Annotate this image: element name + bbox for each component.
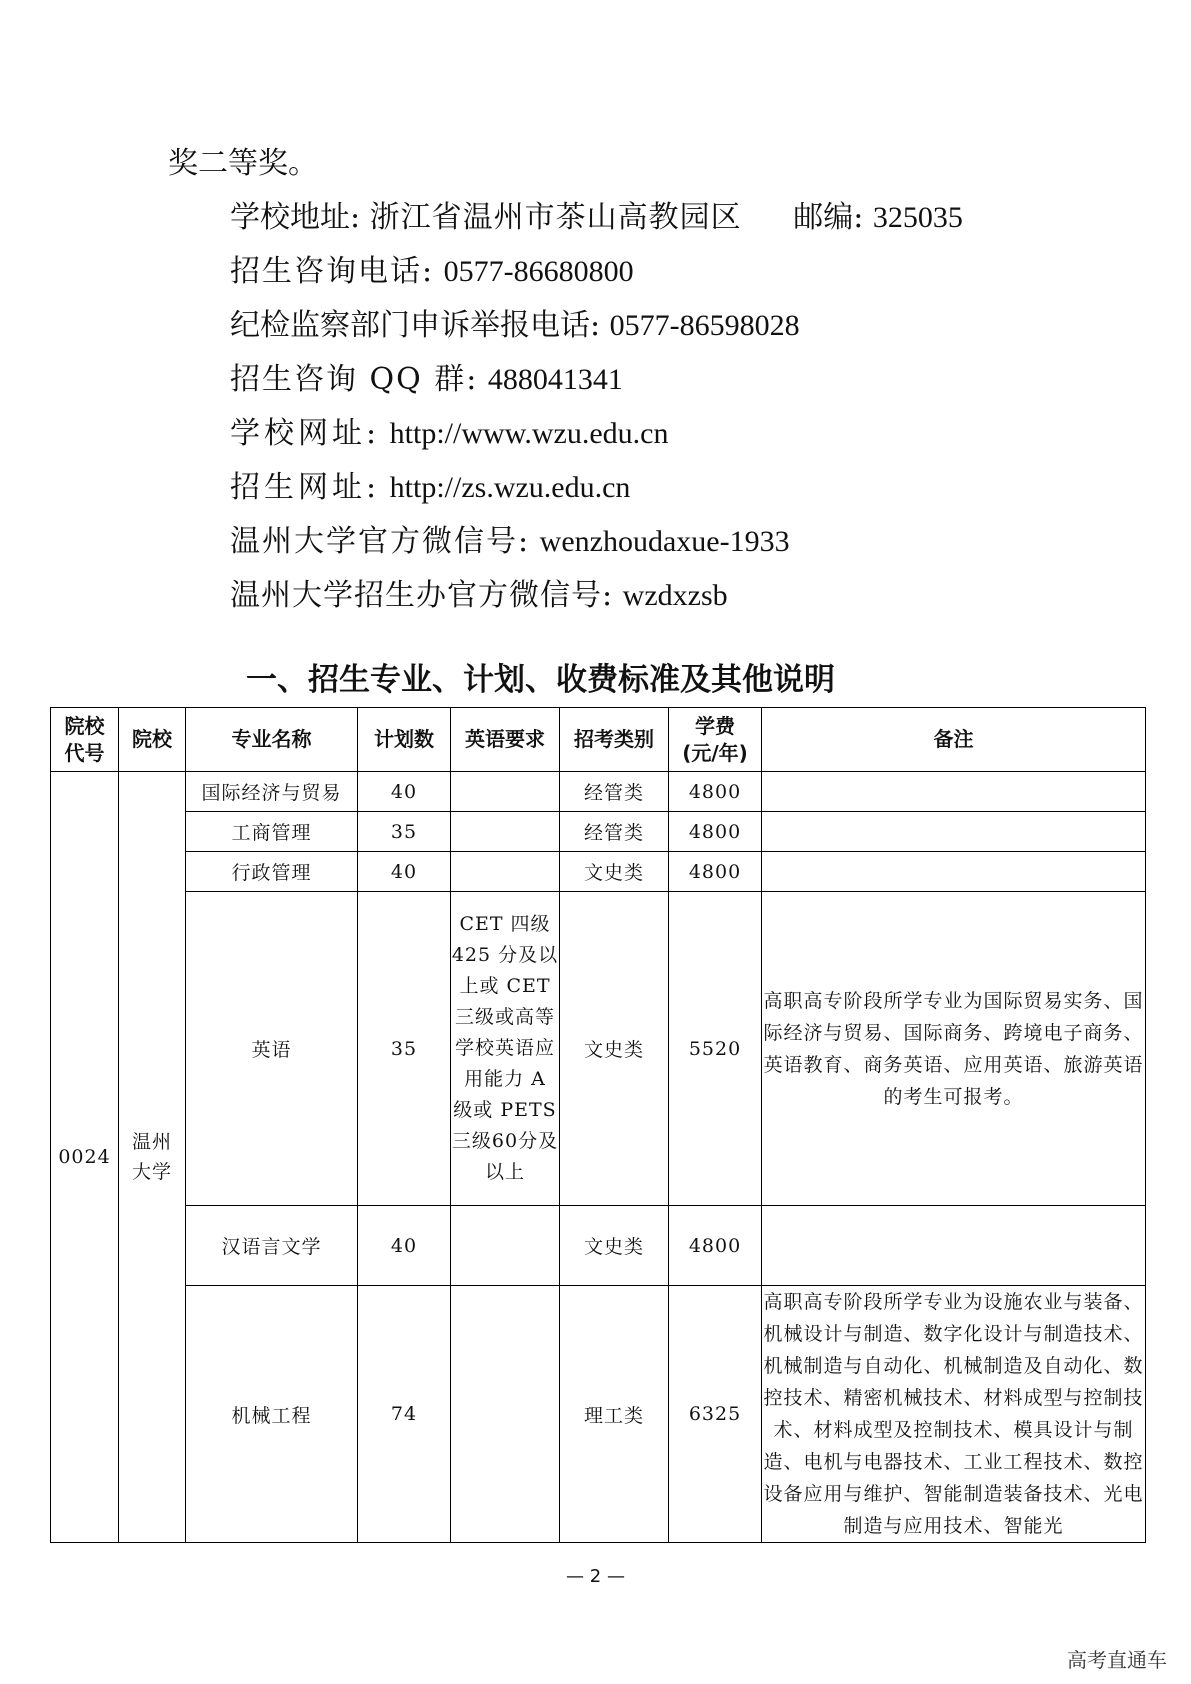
major-cell: 行政管理 <box>186 852 358 892</box>
header-school-code: 院校 代号 <box>51 708 119 772</box>
website-line <box>230 414 669 454</box>
major-cell: 机械工程 <box>186 1286 358 1543</box>
fee-cell: 4800 <box>669 772 762 812</box>
wechat-value: wenzhoudaxue-1933 <box>539 525 790 558</box>
complaint-value: 0577-86598028 <box>609 309 800 342</box>
plan-cell: 35 <box>358 892 451 1206</box>
note-cell <box>762 1206 1146 1286</box>
page-number: — 2 — <box>566 1566 625 1587</box>
fee-cell: 6325 <box>669 1286 762 1543</box>
english-cell <box>451 772 560 812</box>
office-wechat-label: 温州大学招生办官方微信号: <box>230 578 614 613</box>
english-cell <box>451 852 560 892</box>
watermark-text: 高考直通车 <box>1067 1648 1167 1672</box>
note-cell: 高职高专阶段所学专业为国际贸易实务、国际经济与贸易、国际商务、跨境电子商务、英语教育、商务英语、应用英语、旅游英语的考生可报考。 <box>762 892 1146 1206</box>
header-category: 招考类别 <box>560 708 669 772</box>
header-plan: 计划数 <box>358 708 451 772</box>
note-cell <box>762 812 1146 852</box>
website-value[interactable]: http://www.wzu.edu.cn <box>389 417 669 450</box>
major-cell: 英语 <box>186 892 358 1206</box>
qq-value: 488041341 <box>487 363 623 396</box>
english-cell: CET 四级 425 分及以上或 CET 三级或高等学校英语应用能力 A 级或 PETS 三级60分及以上 <box>451 892 560 1206</box>
fee-cell: 5520 <box>669 892 762 1206</box>
note-cell: 高职高专阶段所学专业为设施农业与装备、机械设计与制造、数字化设计与制造技术、机械制造与自动化、机械制造及自动化、数控技术、精密机械技术、材料成型与控制技术、材料成型及控制技术、模具设计与制造、电机与电器技术、工业工程技术、数控设备应用与维护、智能制造装备技术、光电制造与应用技术、智能光 <box>762 1286 1146 1543</box>
table-row <box>51 772 1146 812</box>
major-cell: 工商管理 <box>186 812 358 852</box>
english-cell <box>451 1206 560 1286</box>
admission-plan-table <box>50 707 1146 1543</box>
header-fee: 学费 (元/年) <box>669 708 762 772</box>
table-header-row <box>51 708 1146 772</box>
office-wechat-line <box>230 576 728 616</box>
school-name-cell: 温州 大学 <box>119 772 186 1543</box>
note-cell <box>762 772 1146 812</box>
hotline-line <box>230 252 634 292</box>
table-row <box>51 892 1146 1206</box>
qq-label: 招生咨询 QQ 群: <box>230 362 479 397</box>
plan-cell: 40 <box>358 852 451 892</box>
postcode-label: 邮编: <box>793 200 864 235</box>
wechat-line <box>230 522 790 562</box>
complaint-label: 纪检监察部门申诉举报电话: <box>230 308 601 343</box>
intro-line: 奖二等奖。 <box>168 146 318 181</box>
category-cell: 经管类 <box>560 812 669 852</box>
header-school: 院校 <box>119 708 186 772</box>
fee-cell: 4800 <box>669 812 762 852</box>
major-cell: 国际经济与贸易 <box>186 772 358 812</box>
category-cell: 文史类 <box>560 1206 669 1286</box>
wechat-label: 温州大学官方微信号: <box>230 524 531 559</box>
fee-cell: 4800 <box>669 1206 762 1286</box>
table-row <box>51 1206 1146 1286</box>
category-cell: 文史类 <box>560 892 669 1206</box>
header-note: 备注 <box>762 708 1146 772</box>
category-cell: 理工类 <box>560 1286 669 1543</box>
hotline-label: 招生咨询电话: <box>230 254 435 289</box>
school-code-cell: 0024 <box>51 772 119 1543</box>
table-row <box>51 812 1146 852</box>
plan-cell: 74 <box>358 1286 451 1543</box>
plan-cell: 35 <box>358 812 451 852</box>
english-cell <box>451 1286 560 1543</box>
address-label: 学校地址: <box>230 200 361 235</box>
note-cell <box>762 852 1146 892</box>
english-cell <box>451 812 560 852</box>
category-cell: 文史类 <box>560 852 669 892</box>
plan-cell: 40 <box>358 772 451 812</box>
address-line <box>230 198 963 238</box>
admission-site-line <box>230 468 630 508</box>
header-major: 专业名称 <box>186 708 358 772</box>
table-row <box>51 852 1146 892</box>
fee-cell: 4800 <box>669 852 762 892</box>
section-heading: 一、招生专业、计划、收费标准及其他说明 <box>246 662 835 698</box>
admission-site-value[interactable]: http://zs.wzu.edu.cn <box>389 471 631 504</box>
major-cell: 汉语言文学 <box>186 1206 358 1286</box>
address-value: 浙江省温州市茶山高教园区 <box>369 200 742 235</box>
table-row <box>51 1286 1146 1543</box>
category-cell: 经管类 <box>560 772 669 812</box>
plan-cell: 40 <box>358 1206 451 1286</box>
hotline-value: 0577-86680800 <box>443 255 634 288</box>
office-wechat-value: wzdxzsb <box>622 579 728 612</box>
complaint-line <box>230 306 800 346</box>
qq-line <box>230 360 623 400</box>
admission-site-label: 招生网址: <box>230 470 381 505</box>
website-label: 学校网址: <box>230 416 381 451</box>
postcode-value: 325035 <box>872 201 963 234</box>
header-english: 英语要求 <box>451 708 560 772</box>
